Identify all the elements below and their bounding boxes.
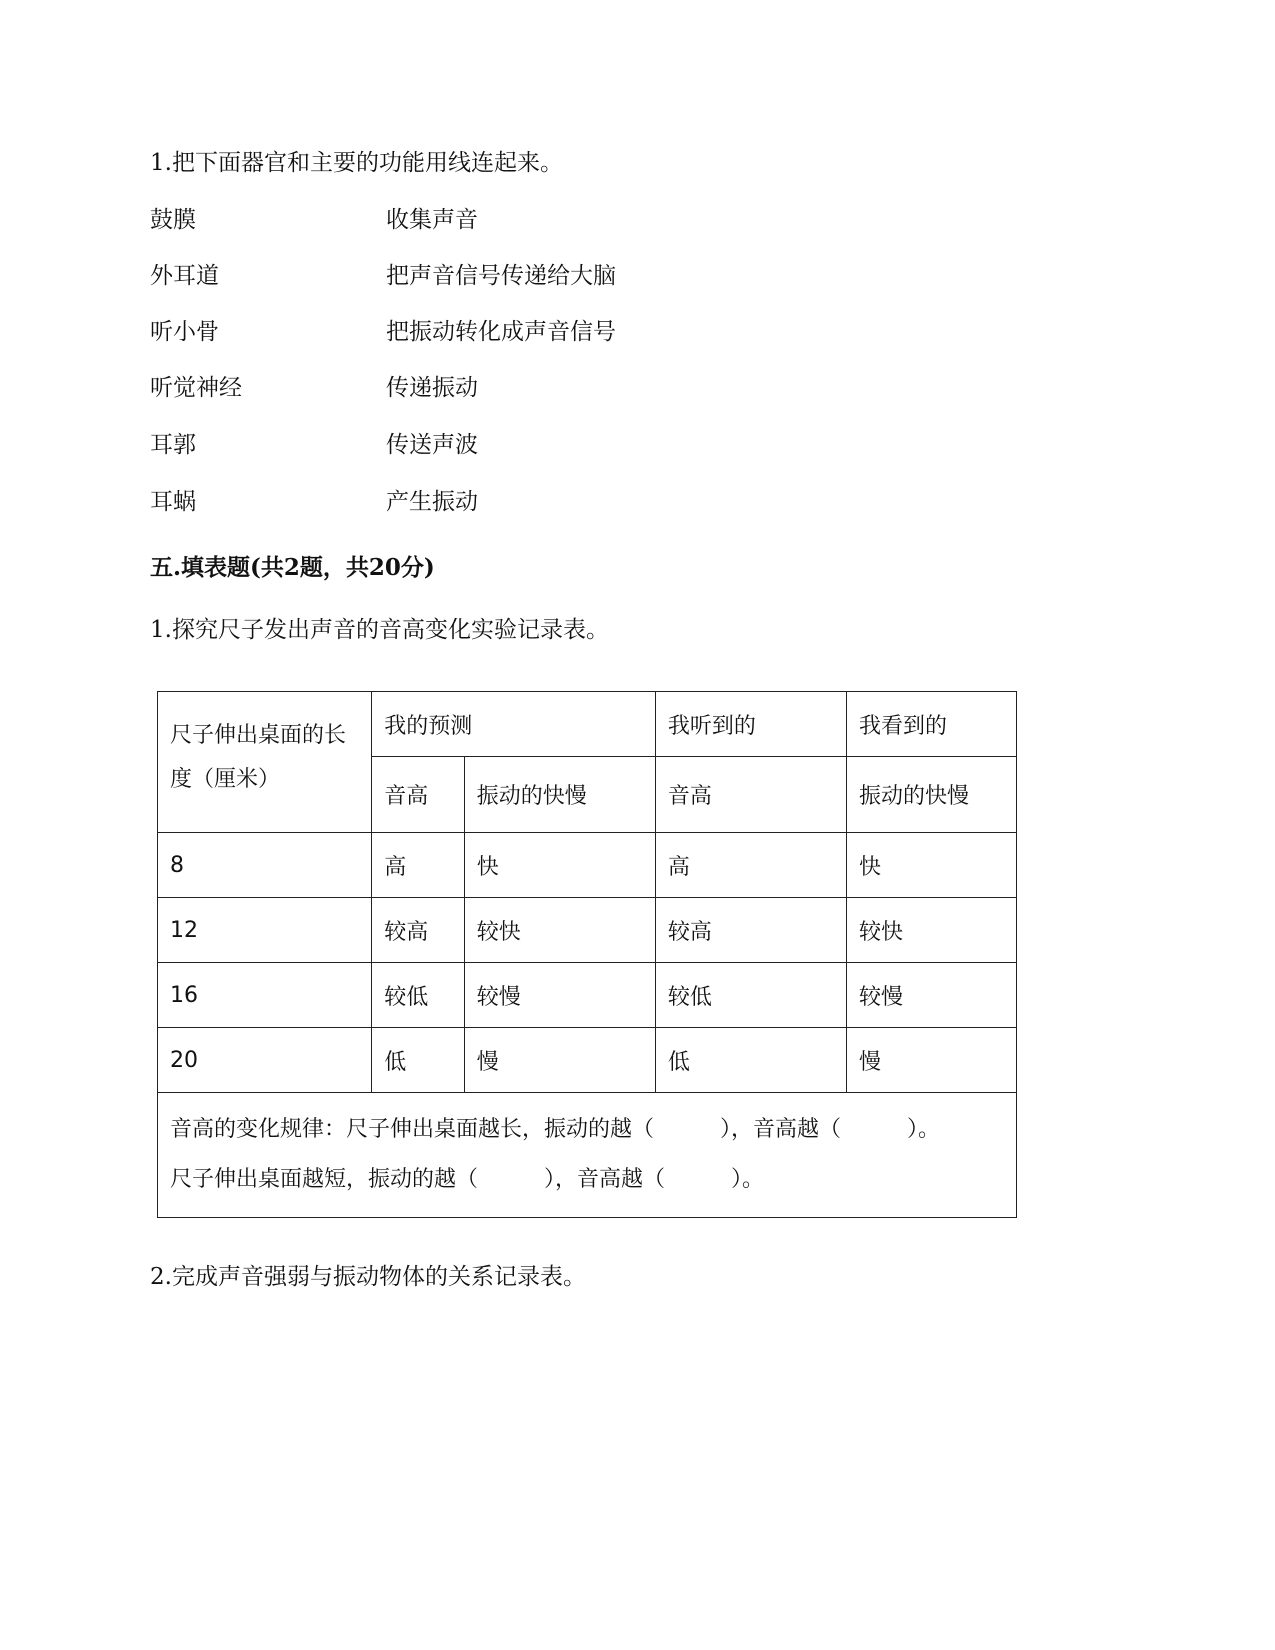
cell-length: 12 — [158, 898, 372, 963]
header-seen: 我看到的 — [846, 692, 1016, 757]
cell-pred-pitch: 高 — [372, 833, 465, 898]
cell-length: 20 — [158, 1028, 372, 1093]
q2-prompt: 2.完成声音强弱与振动物体的关系记录表。 — [150, 1264, 586, 1290]
pitch-record-table — [157, 691, 1017, 1218]
header-length: 尺子伸出桌面的长度（厘米） — [158, 692, 372, 833]
match-left-item: 耳郭 — [150, 432, 196, 458]
match-right-item: 产生振动 — [386, 489, 478, 515]
match-left-item: 外耳道 — [150, 263, 219, 289]
cell-pred-vibration: 慢 — [464, 1028, 655, 1093]
header-pitch-heard: 音高 — [655, 757, 846, 833]
header-vibration-seen: 振动的快慢 — [846, 757, 1016, 833]
match-left-item: 鼓膜 — [150, 207, 196, 233]
table-row — [158, 833, 1017, 898]
q1-prompt: 1.探究尺子发出声音的音高变化实验记录表。 — [150, 617, 609, 643]
cell-length: 8 — [158, 833, 372, 898]
header-heard: 我听到的 — [655, 692, 846, 757]
cell-pred-pitch: 较低 — [372, 963, 465, 1028]
match-question-prompt: 1.把下面器官和主要的功能用线连起来。 — [150, 150, 563, 176]
section-heading: 五.填表题(共2题，共20分) — [150, 554, 435, 581]
cell-heard-pitch: 较低 — [655, 963, 846, 1028]
table-row — [158, 963, 1017, 1028]
header-pitch: 音高 — [372, 757, 465, 833]
cell-pred-vibration: 较慢 — [464, 963, 655, 1028]
cell-pred-pitch: 低 — [372, 1028, 465, 1093]
table-row — [158, 1028, 1017, 1093]
cell-seen-vibration: 快 — [846, 833, 1016, 898]
cell-seen-vibration: 较慢 — [846, 963, 1016, 1028]
cell-seen-vibration: 较快 — [846, 898, 1016, 963]
match-right-item: 传递振动 — [386, 375, 478, 401]
header-prediction: 我的预测 — [372, 692, 656, 757]
pitch-rule-line-2: 尺子伸出桌面越短，振动的越（ ），音高越（ ）。 — [170, 1167, 765, 1192]
cell-heard-pitch: 较高 — [655, 898, 846, 963]
match-right-item: 把声音信号传递给大脑 — [386, 263, 616, 289]
match-left-item: 耳蜗 — [150, 489, 196, 515]
match-right-item: 收集声音 — [386, 207, 478, 233]
cell-pred-vibration: 较快 — [464, 898, 655, 963]
cell-pred-pitch: 较高 — [372, 898, 465, 963]
cell-pred-vibration: 快 — [464, 833, 655, 898]
match-left-item: 听小骨 — [150, 319, 219, 345]
pitch-rule-line-1: 音高的变化规律：尺子伸出桌面越长，振动的越（ ），音高越（ ）。 — [170, 1117, 941, 1142]
header-vibration: 振动的快慢 — [464, 757, 655, 833]
match-left-item: 听觉神经 — [150, 375, 242, 401]
cell-seen-vibration: 慢 — [846, 1028, 1016, 1093]
match-right-item: 把振动转化成声音信号 — [386, 319, 616, 345]
pitch-rule-footer — [158, 1093, 1017, 1218]
table-row — [158, 898, 1017, 963]
cell-heard-pitch: 高 — [655, 833, 846, 898]
match-right-item: 传送声波 — [386, 432, 478, 458]
cell-heard-pitch: 低 — [655, 1028, 846, 1093]
cell-length: 16 — [158, 963, 372, 1028]
